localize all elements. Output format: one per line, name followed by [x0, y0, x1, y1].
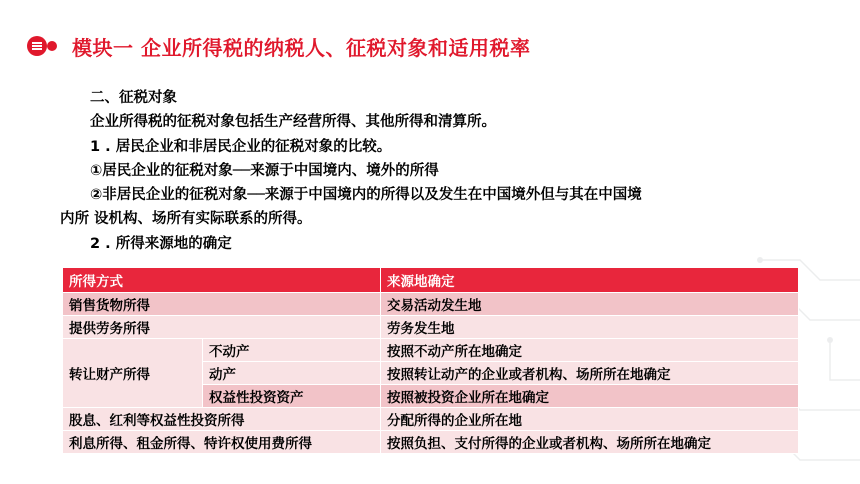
cell-source: 劳务发生地	[381, 316, 799, 339]
table-row	[63, 316, 799, 339]
cell-source: 按照被投资企业所在地确定	[381, 385, 799, 408]
table-row	[63, 431, 799, 454]
intro-paragraph: 企业所得税的征税对象包括生产经营所得、其他所得和清算所。	[90, 114, 496, 131]
cell-type: 利息所得、租金所得、特许权使用费所得	[63, 431, 381, 454]
cell-subtype: 动产	[203, 362, 381, 385]
cell-subtype: 权益性投资资产	[203, 385, 381, 408]
cell-source: 交易活动发生地	[381, 293, 799, 316]
sub-item-2-line2: 内所 设机构、场所有实际联系的所得。	[60, 211, 312, 228]
page-title: 模块一 企业所得税的纳税人、征税对象和适用税率	[72, 35, 531, 60]
cell-type: 转让财产所得	[63, 339, 203, 408]
table-header-row	[63, 268, 799, 293]
cell-source: 按照负担、支付所得的企业或者机构、场所所在地确定	[381, 431, 799, 454]
cell-type: 股息、红利等权益性投资所得	[63, 408, 381, 431]
cell-source: 按照不动产所在地确定	[381, 339, 799, 362]
header-income-type: 所得方式	[63, 268, 381, 293]
cell-type: 提供劳务所得	[63, 316, 381, 339]
body-text	[60, 86, 800, 256]
item-1: 1 . 居民企业和非居民企业的征税对象的比较。	[90, 138, 392, 155]
sub-item-1: ①居民企业的征税对象──来源于中国境内、境外的所得	[90, 162, 439, 179]
table-row	[63, 408, 799, 431]
sub-item-2-line1: ②非居民企业的征税对象──来源于中国境内的所得以及发生在中国境外但与其在中国境	[90, 187, 642, 204]
red-circle-logo-icon	[26, 35, 62, 57]
cell-source: 按照转让动产的企业或者机构、场所所在地确定	[381, 362, 799, 385]
header-source: 来源地确定	[381, 268, 799, 293]
cell-type: 销售货物所得	[63, 293, 381, 316]
table-row	[63, 293, 799, 316]
cell-source: 分配所得的企业所在地	[381, 408, 799, 431]
header	[26, 26, 530, 66]
cell-subtype: 不动产	[203, 339, 381, 362]
item-2: 2 . 所得来源地的确定	[90, 235, 232, 252]
table-row	[63, 339, 799, 362]
income-source-table	[62, 267, 799, 454]
section-title: 二、征税对象	[90, 90, 177, 106]
